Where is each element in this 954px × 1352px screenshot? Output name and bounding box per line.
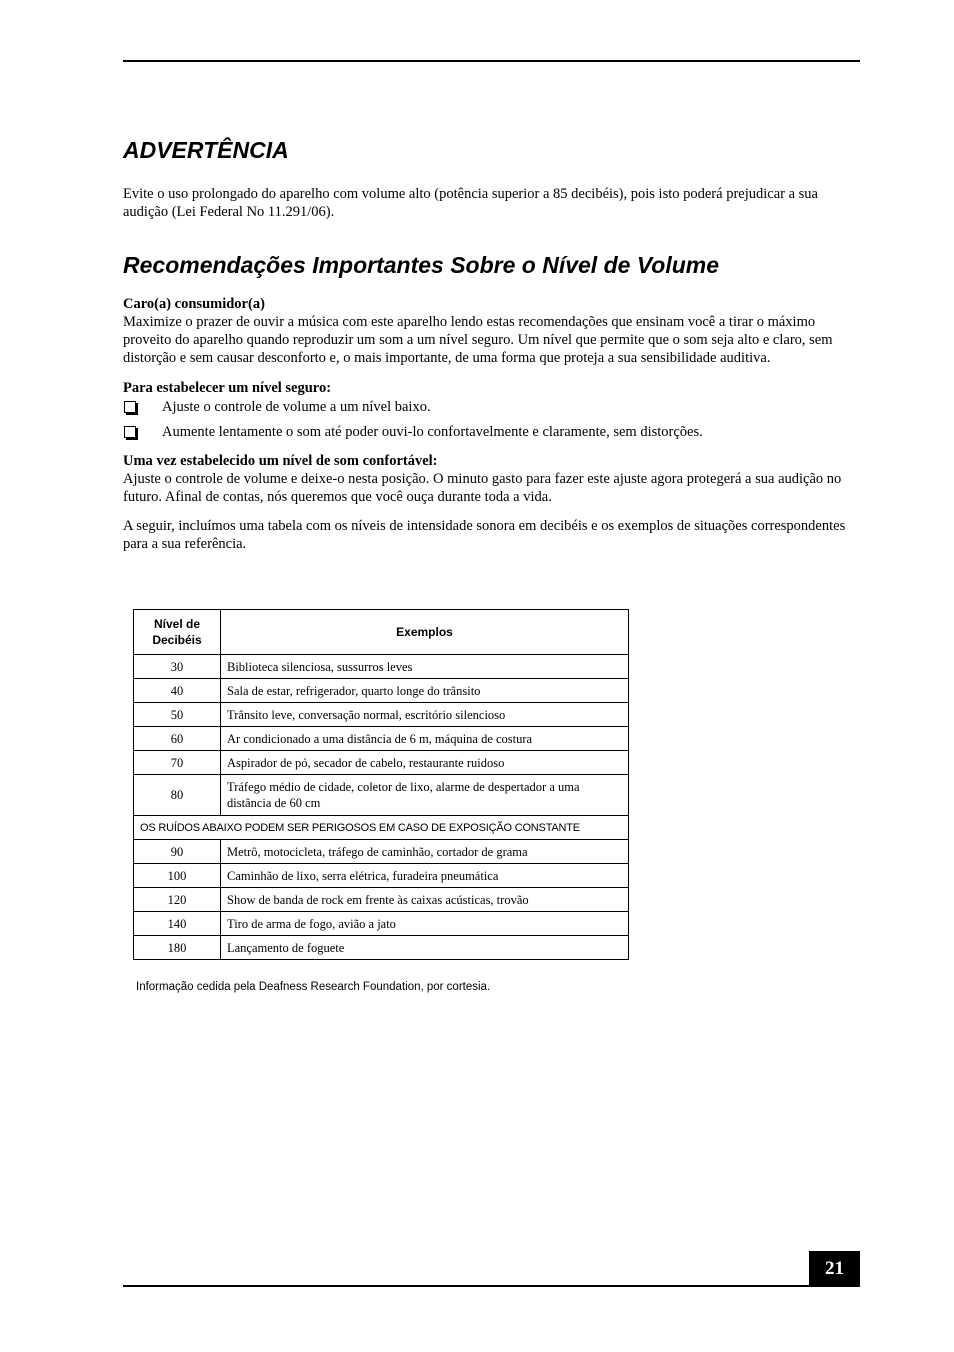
volume-heading: Recomendações Importantes Sobre o Nível de Volume <box>123 252 720 278</box>
header-rule <box>123 60 860 62</box>
example-cell: Show de banda de rock em frente às caixas acústicas, trovão <box>221 888 629 912</box>
level-cell: 140 <box>134 912 221 936</box>
example-cell: Metrô, motocicleta, tráfego de caminhão, cortador de grama <box>221 840 629 864</box>
warning-heading: ADVERTÊNCIA <box>123 137 289 163</box>
table-row <box>134 888 629 912</box>
header-examples: Exemplos <box>221 610 629 655</box>
table-row <box>134 679 629 703</box>
list-item-text: Aumente lentamente o som até poder ouvi-lo confortavelmente e claramente, sem distorções. <box>162 424 703 440</box>
table-intro: A seguir, incluímos uma tabela com os níveis de intensidade sonora em decibéis e os exemplos de situações correspondentes para a sua referência. <box>123 518 846 552</box>
table-row <box>134 775 629 816</box>
table-row <box>134 912 629 936</box>
example-cell: Ar condicionado a uma distância de 6 m, máquina de costura <box>221 727 629 751</box>
warning-text: Evite o uso prolongado do aparelho com volume alto (potência superior a 85 decibéis), pois isto poderá prejudicar a sua audição (Lei Federal No 11.291/06). <box>123 186 818 220</box>
level-cell: 120 <box>134 888 221 912</box>
level-cell: 70 <box>134 751 221 775</box>
level-cell: 60 <box>134 727 221 751</box>
comfort-label: Uma vez estabelecido um nível de som confortável: <box>123 453 438 469</box>
level-cell: 30 <box>134 655 221 679</box>
table-row <box>134 727 629 751</box>
example-cell: Biblioteca silenciosa, sussurros leves <box>221 655 629 679</box>
table-credit: Informação cedida pela Deafness Research Foundation, por cortesia. <box>136 981 491 993</box>
footer-rule <box>123 1285 860 1287</box>
example-cell: Trânsito leve, conversação normal, escritório silencioso <box>221 703 629 727</box>
table-row <box>134 655 629 679</box>
safe-level-label: Para estabelecer um nível seguro: <box>123 380 332 396</box>
consumer-text: Maximize o prazer de ouvir a música com este aparelho lendo estas recomendações que ensinam você a tirar o máximo proveito do aparelho quando reproduzir um som a um nível seguro. Um nível que permite que o som seja alto e claro, sem distorção e sem causar desconforto e, o mais importante, de uma forma que proteja a sua sensibilidade auditiva. <box>123 314 833 366</box>
table-row <box>134 703 629 727</box>
level-cell: 180 <box>134 936 221 960</box>
level-cell: 80 <box>134 775 221 816</box>
example-cell: Lançamento de foguete <box>221 936 629 960</box>
table-row <box>134 840 629 864</box>
list-item <box>123 398 860 416</box>
table-warning-row <box>134 816 629 840</box>
danger-warning: OS RUÍDOS ABAIXO PODEM SER PERIGOSOS EM CASO DE EXPOSIÇÃO CONSTANTE <box>134 816 629 840</box>
level-cell: 90 <box>134 840 221 864</box>
example-cell: Sala de estar, refrigerador, quarto longe do trânsito <box>221 679 629 703</box>
comfort-text: Ajuste o controle de volume e deixe-o nesta posição. O minuto gasto para fazer este ajuste agora protegerá a sua audição no futuro. Afinal de contas, nós queremos que você ouça durante toda a vida. <box>123 471 842 505</box>
example-cell: Tráfego médio de cidade, coletor de lixo, alarme de despertador a uma distância de 60 cm <box>221 775 629 816</box>
header-level: Nível de Decibéis <box>134 610 221 655</box>
table-header-row <box>134 610 629 655</box>
level-cell: 100 <box>134 864 221 888</box>
example-cell: Tiro de arma de fogo, avião a jato <box>221 912 629 936</box>
table-row <box>134 751 629 775</box>
decibel-table <box>133 609 629 960</box>
list-item-text: Ajuste o controle de volume a um nível baixo. <box>162 399 431 415</box>
page-content <box>123 134 860 553</box>
checkbox-icon <box>124 426 136 438</box>
checkbox-icon <box>124 401 136 413</box>
level-cell: 50 <box>134 703 221 727</box>
level-cell: 40 <box>134 679 221 703</box>
consumer-label: Caro(a) consumidor(a) <box>123 296 265 312</box>
safe-level-list <box>123 398 860 441</box>
table-row <box>134 864 629 888</box>
table-row <box>134 936 629 960</box>
page-number: 21 <box>809 1251 860 1286</box>
list-item <box>123 423 860 441</box>
example-cell: Aspirador de pó, secador de cabelo, restaurante ruidoso <box>221 751 629 775</box>
example-cell: Caminhão de lixo, serra elétrica, furadeira pneumática <box>221 864 629 888</box>
